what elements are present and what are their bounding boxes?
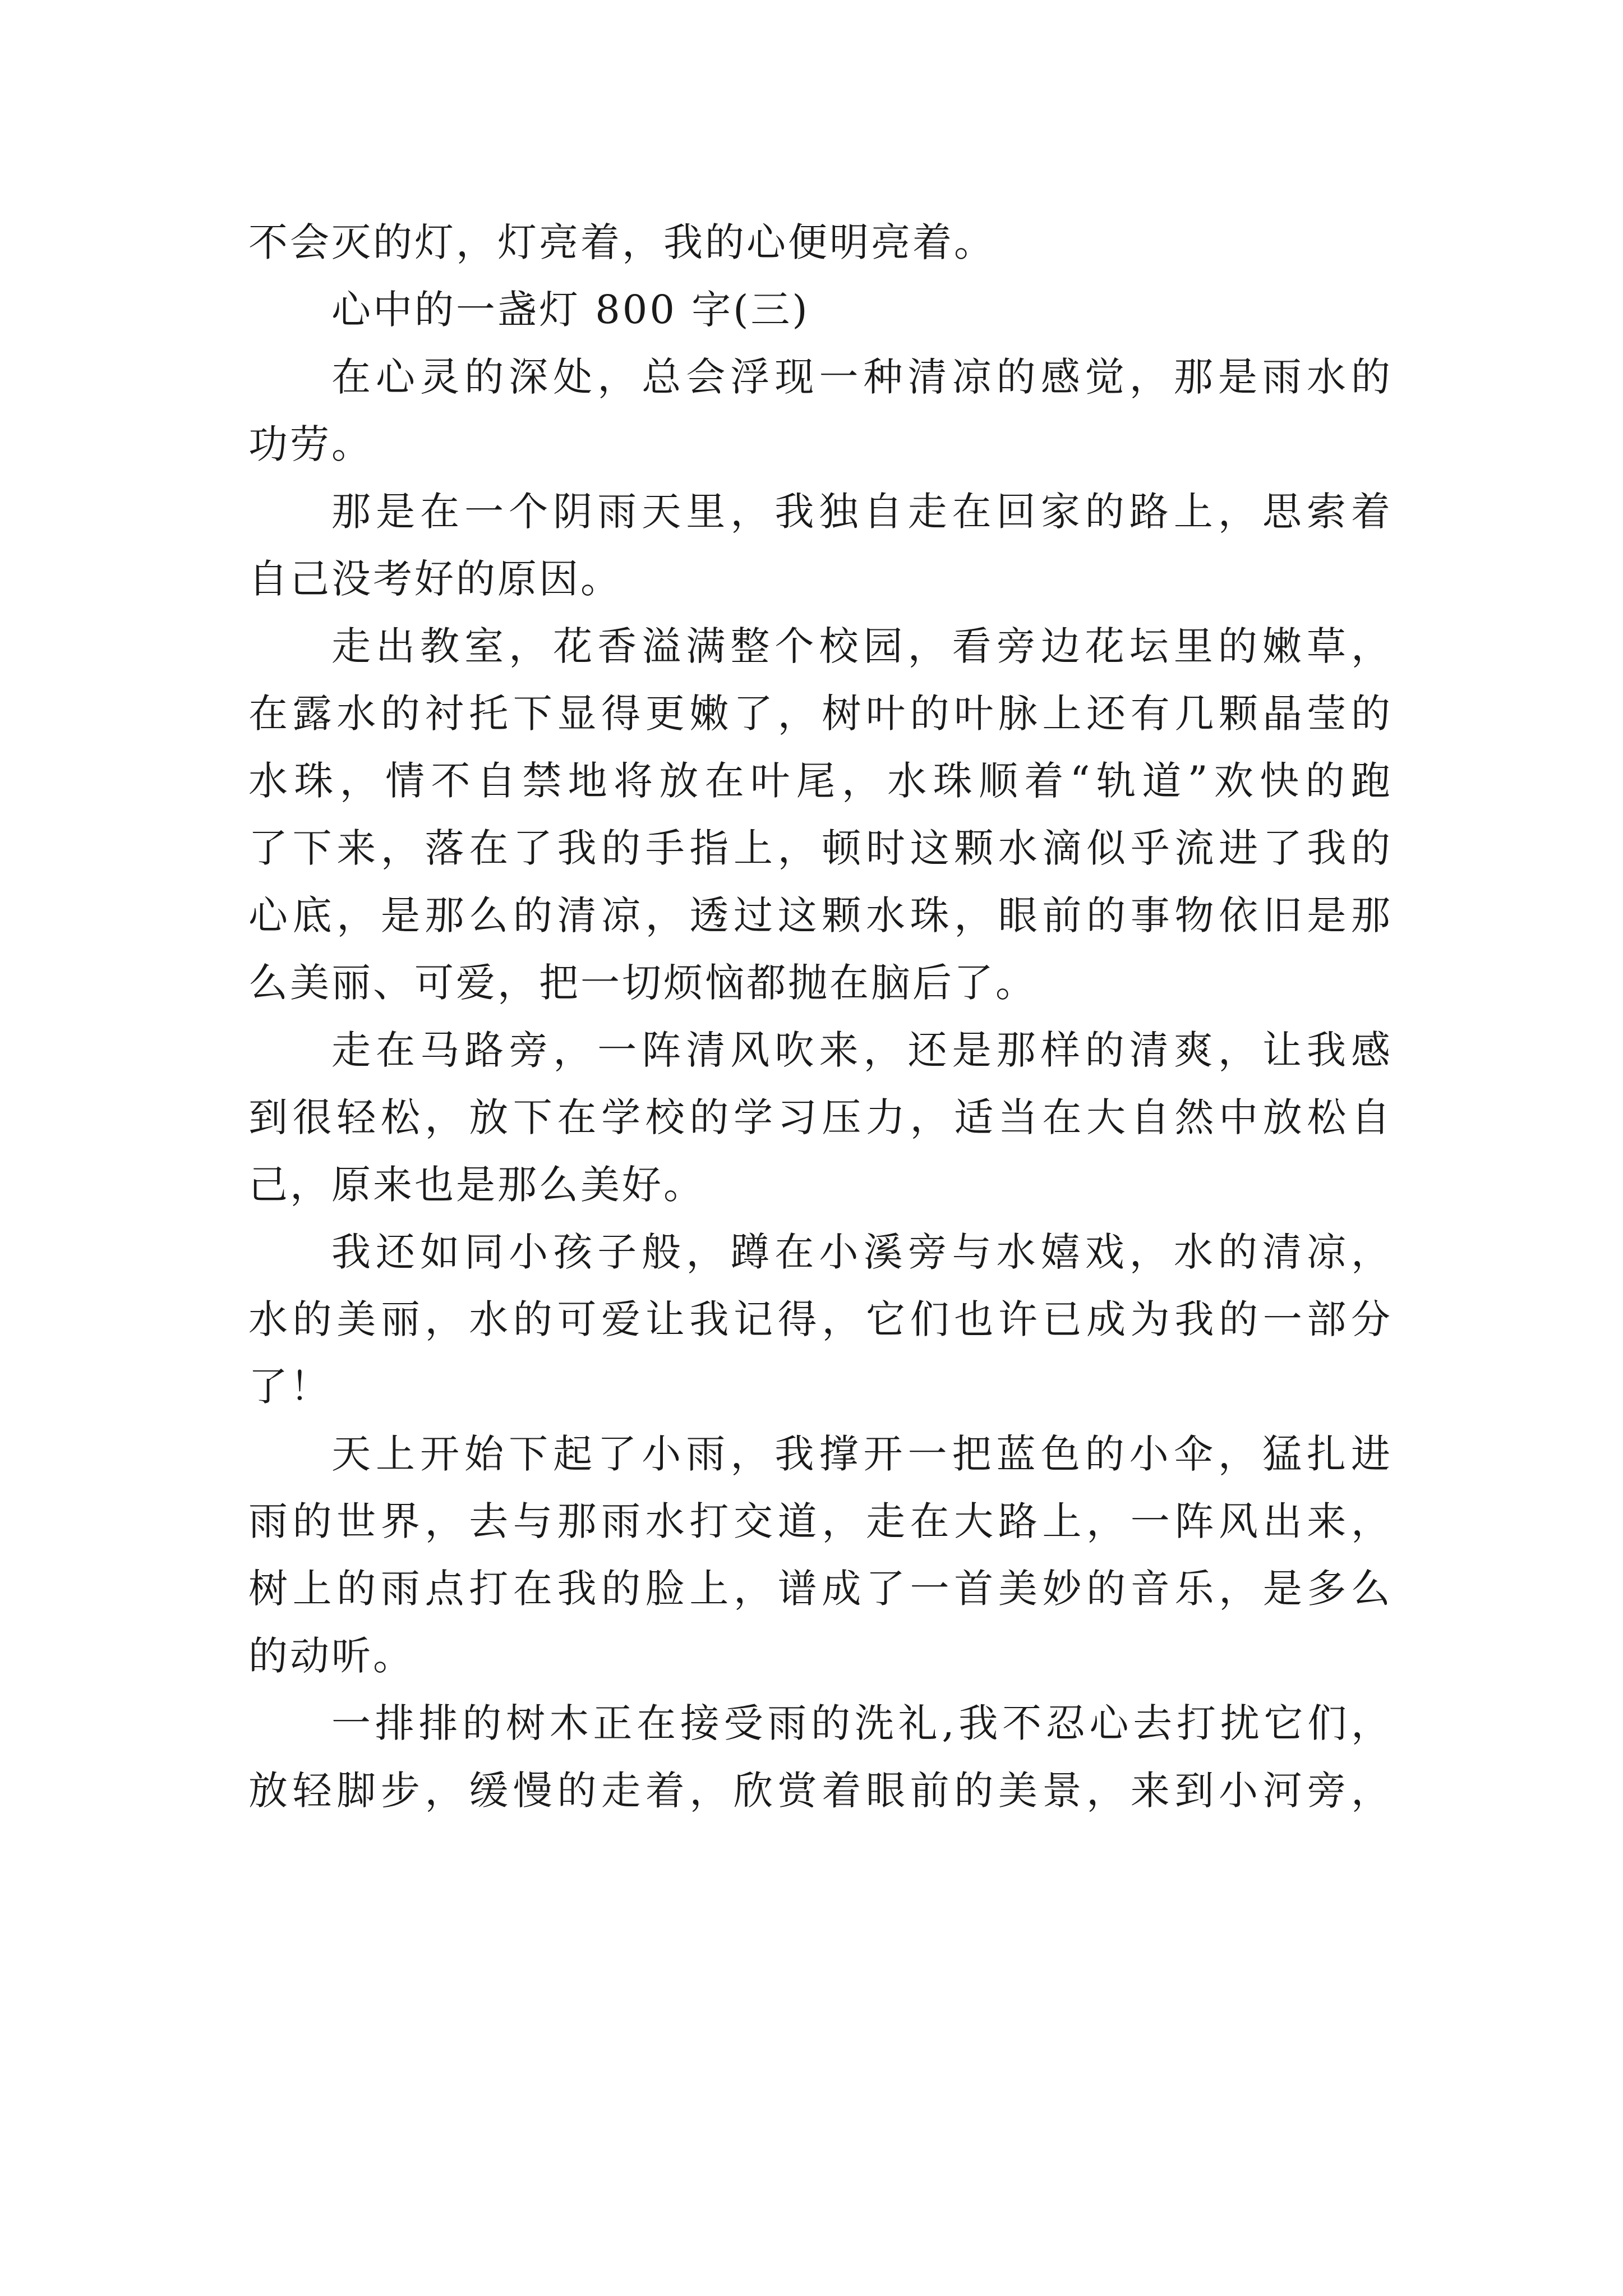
text-line: 那是在一个阴雨天里，我独自走在回家的路上，思索着 [331,489,1393,535]
text-line: 树上的雨点打在我的脸上，谱成了一首美妙的音乐，是多么 [248,1566,1393,1612]
text-line: 心底，是那么的清凉，透过这颗水珠，眼前的事物依旧是那 [248,892,1393,938]
text-line: 我还如同小孩子般，蹲在小溪旁与水嬉戏，水的清凉， [331,1229,1393,1275]
text-line: 放轻脚步，缓慢的走着，欣赏着眼前的美景，来到小河旁， [248,1768,1393,1814]
text-line: 功劳。 [248,421,373,467]
text-line: 么美丽、可爱，把一切烦恼都抛在脑后了。 [248,960,1037,1006]
text-line: 了下来，落在了我的手指上，顿时这颗水滴似乎流进了我的 [248,825,1393,871]
text-line: 己，原来也是那么美好。 [248,1162,705,1208]
text-line: 走在马路旁，一阵清风吹来，还是那样的清爽，让我感 [331,1027,1393,1073]
text-line: 天上开始下起了小雨，我撑开一把蓝色的小伞，猛扎进 [331,1431,1393,1477]
document-page [248,209,1393,1824]
text-line: 自己没考好的原因。 [248,556,622,602]
text-line: 一排排的树木正在接受雨的洗礼,我不忍心去打扰它们， [331,1700,1393,1746]
text-line: 走出教室，花香溢满整个校园，看旁边花坛里的嫩草， [331,623,1393,669]
text-line: 水珠，情不自禁地将放在叶尾，水珠顺着“轨道”欢快的跑 [248,758,1393,804]
text-line: 在心灵的深处，总会浮现一种清凉的感觉，那是雨水的 [331,354,1393,400]
text-line: 在露水的衬托下显得更嫩了，树叶的叶脉上还有几颗晶莹的 [248,691,1393,737]
text-line: 到很轻松，放下在学校的学习压力，适当在大自然中放松自 [248,1094,1393,1140]
text-line: 雨的世界，去与那雨水打交道，走在大路上，一阵风出来， [248,1498,1393,1544]
text-line: 了！ [248,1364,331,1410]
section-heading: 心中的一盏灯 800 字(三) [331,287,810,333]
text-line: 不会灭的灯，灯亮着，我的心便明亮着。 [248,219,995,265]
text-line: 的动听。 [248,1633,414,1679]
text-line: 水的美丽，水的可爱让我记得，它们也许已成为我的一部分 [248,1296,1393,1342]
